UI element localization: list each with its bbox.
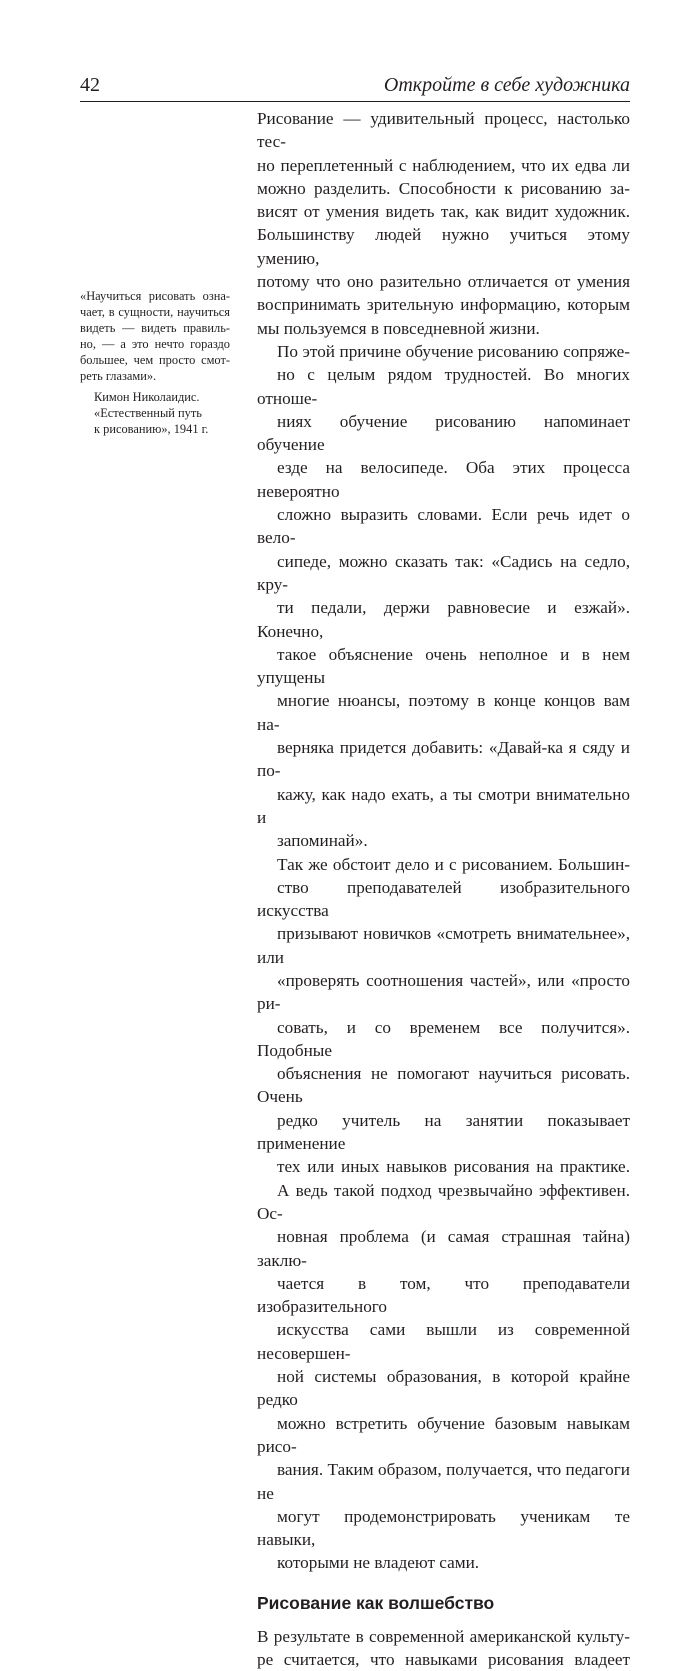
quote-line: реть глазами». bbox=[80, 369, 157, 383]
attribution-line: Кимон Николаидис. bbox=[94, 390, 200, 404]
text-line: езде на велосипеде. Оба этих процесса невероятно bbox=[257, 458, 630, 501]
text-line: новная проблема (и самая страшная тайна) заклю- bbox=[257, 1227, 630, 1270]
text-line: совать, и со временем все получится». Подобные bbox=[257, 1017, 630, 1060]
text-line: ной системы образования, в которой крайне редко bbox=[257, 1367, 630, 1410]
text-line: По этой причине обучение рисованию сопряже- bbox=[277, 341, 630, 361]
text-line: но переплетенный с наблюдением, что их едва ли bbox=[257, 155, 630, 175]
text-line: можно разделить. Способности к рисованию за- bbox=[257, 178, 630, 198]
main-text bbox=[257, 107, 630, 1671]
text-line: висят от умения видеть так, как видит художник. bbox=[257, 202, 630, 222]
page-number: 42 bbox=[80, 74, 100, 96]
text-line: вания. Таким образом, получается, что педагоги не bbox=[257, 1460, 630, 1503]
text-line: ниях обучение рисованию напоминает обучение bbox=[257, 411, 630, 455]
text-line: запоминай». bbox=[277, 831, 368, 851]
text-line: В результате в современной американской культу- bbox=[257, 1626, 630, 1646]
paragraph-4 bbox=[257, 1625, 630, 1671]
text-line: Рисование — удивительный процесс, настолько тес- bbox=[257, 109, 630, 152]
margin-quote bbox=[80, 288, 230, 437]
text-line: призывают новичков «смотреть внимательнее», или bbox=[257, 924, 630, 967]
quote-line: большее, чем просто смот- bbox=[80, 353, 230, 367]
section-heading: Рисование как волшебство bbox=[257, 1592, 495, 1613]
text-line: мы пользуемся в повседневной жизни. bbox=[257, 318, 540, 338]
paragraph-1 bbox=[257, 107, 630, 340]
text-line: но с целым рядом трудностей. Во многих отноше- bbox=[257, 365, 630, 408]
text-line: потому что оно разительно отличается от умения bbox=[257, 272, 630, 292]
text-line: сложно выразить словами. Если речь идет о вело- bbox=[257, 505, 630, 548]
quote-attribution bbox=[80, 389, 230, 437]
text-line: чается в том, что преподаватели изобразительного bbox=[257, 1273, 630, 1317]
text-line: сипеде, можно сказать так: «Садись на седло, кру- bbox=[257, 551, 630, 594]
text-line: могут продемонстрировать ученикам те навыки, bbox=[257, 1506, 630, 1550]
text-line: объяснения не помогают научиться рисовать. Очень bbox=[257, 1064, 630, 1107]
quote-line: видеть — видеть правиль- bbox=[80, 321, 230, 335]
text-line: Так же обстоит дело и с рисованием. Большин- bbox=[277, 854, 630, 874]
paragraph-2 bbox=[257, 340, 630, 853]
attribution-line: «Естественный путь bbox=[94, 406, 202, 420]
text-line: которыми не владеют сами. bbox=[277, 1553, 480, 1573]
text-line: ти педали, держи равновесие и езжай». Конечно, bbox=[257, 598, 630, 641]
quote-text bbox=[80, 288, 230, 384]
page-header bbox=[80, 72, 630, 98]
text-line: искусства сами вышли из современной несовершен- bbox=[257, 1320, 630, 1363]
running-title: Откройте в себе художника bbox=[383, 74, 630, 96]
text-line: А ведь такой подход чрезвычайно эффективен. Ос- bbox=[257, 1180, 630, 1223]
text-line: кажу, как надо ехать, а ты смотри внимательно и bbox=[257, 784, 630, 827]
text-line: Большинству людей нужно учиться этому умению, bbox=[257, 225, 630, 268]
text-line: редко учитель на занятии показывает применение bbox=[257, 1110, 630, 1154]
text-line: можно встретить обучение базовым навыкам рисо- bbox=[257, 1413, 630, 1456]
quote-line: «Научиться рисовать озна- bbox=[80, 289, 230, 303]
text-line: многие нюансы, поэтому в конце концов вам на- bbox=[257, 691, 630, 734]
header-rule bbox=[80, 101, 630, 102]
text-line: тех или иных навыков рисования на практике. bbox=[277, 1157, 630, 1177]
text-line: верняка придется добавить: «Давай-ка я сяду и по- bbox=[257, 738, 630, 781]
quote-line: но, — а это нечто гораздо bbox=[80, 337, 230, 351]
attribution-line: к рисованию», 1941 г. bbox=[94, 422, 209, 436]
quote-line: чает, в сущности, научиться bbox=[80, 305, 230, 319]
text-line: ство преподавателей изобразительного искусства bbox=[257, 877, 630, 921]
text-line: ре считается, что навыками рисования владеет bbox=[257, 1650, 630, 1669]
text-line: «проверять соотношения частей», или «просто ри- bbox=[257, 970, 630, 1014]
paragraph-3 bbox=[257, 853, 630, 1575]
text-line: такое объяснение очень неполное и в нем упущены bbox=[257, 644, 630, 688]
text-line: воспринимать зрительную информацию, которым bbox=[257, 295, 630, 315]
